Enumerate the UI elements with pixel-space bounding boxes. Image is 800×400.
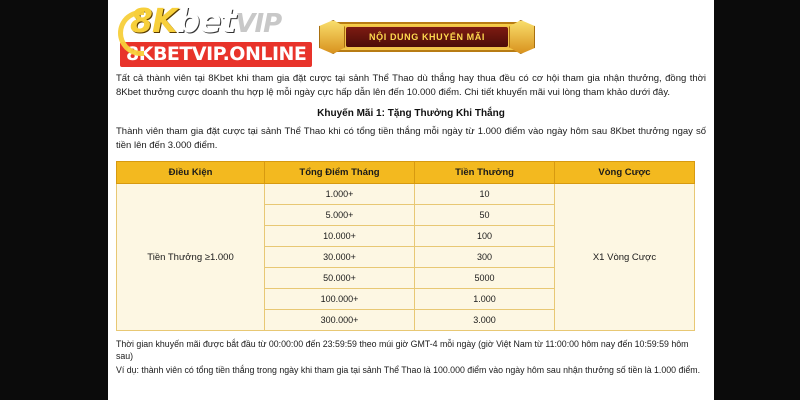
promo-banner: [327, 16, 527, 58]
banner-title: NỘI DUNG KHUYẾN MÃI: [369, 32, 485, 42]
logo-text-bet: bet: [176, 1, 236, 40]
banner-ornament-right-icon: [509, 20, 535, 54]
cell-bonus: 1.000: [415, 289, 555, 310]
site-logo[interactable]: [116, 1, 316, 66]
description-paragraph: Thành viên tham gia đặt cược tại sảnh Thể Thao khi có tổng tiền thắng mỗi ngày từ 1.000 điểm vào ngày hôm sau 8Kbet thưởng ngay số tiền lên đến 3.000 điểm.: [116, 126, 706, 151]
article-body: [116, 72, 706, 378]
cell-wager: X1 Vòng Cược: [555, 184, 695, 331]
table-header-points: Tổng Điểm Tháng: [265, 162, 415, 184]
cell-bonus: 10: [415, 184, 555, 205]
cell-points: 1.000+: [265, 184, 415, 205]
cell-bonus: 300: [415, 247, 555, 268]
footnote-time: Thời gian khuyến mãi được bắt đầu từ 00:00:00 đến 23:59:59 theo múi giờ GMT-4 mỗi ngày (giờ Việt Nam từ 11:00:00 hôm nay đến 10:59:59 hôm sau): [116, 339, 689, 361]
cell-condition: Tiền Thưởng ≥1.000: [117, 184, 265, 331]
logo-text-8k: 8K: [130, 1, 177, 40]
cell-points: 100.000+: [265, 289, 415, 310]
banner-ornament-left-icon: [319, 20, 345, 54]
cell-points: 300.000+: [265, 310, 415, 331]
cell-points: 50.000+: [265, 268, 415, 289]
left-rail: [0, 0, 108, 400]
logo-domain: 8KBETVIP.ONLINE: [120, 42, 312, 67]
footnotes: [116, 338, 706, 376]
table-row: [117, 184, 695, 205]
cell-bonus: 100: [415, 226, 555, 247]
cell-bonus: 5000: [415, 268, 555, 289]
logo-wordmark: [116, 1, 316, 41]
table-header-bonus: Tiền Thưởng: [415, 162, 555, 184]
cell-points: 10.000+: [265, 226, 415, 247]
cell-bonus: 3.000: [415, 310, 555, 331]
logo-text-vip: VIP: [235, 9, 282, 39]
page-content: [108, 0, 714, 400]
table-header-wager: Vòng Cược: [555, 162, 695, 184]
section-subheading: Khuyến Mãi 1: Tặng Thưởng Khi Thắng: [317, 108, 505, 119]
table-header-row: [117, 162, 695, 184]
footnote-example: Ví dụ: thành viên có tổng tiền thắng trong ngày khi tham gia tại sảnh Thể Thao là 100.000 điểm vào ngày hôm sau nhận thưởng số tiền là 1.000 điểm.: [116, 365, 701, 375]
table-header-condition: Điều Kiện: [117, 162, 265, 184]
promo-table: [116, 161, 695, 331]
cell-points: 5.000+: [265, 205, 415, 226]
right-rail: [714, 0, 800, 400]
cell-points: 30.000+: [265, 247, 415, 268]
cell-bonus: 50: [415, 205, 555, 226]
intro-paragraph: Tất cả thành viên tại 8Kbet khi tham gia đặt cược tại sảnh Thể Thao dù thắng hay thua đều có cơ hội tham gia nhận thưởng, đồng thời 8Kbet thưởng cược doanh thu hợp lệ mỗi ngày cực hấp dẫn lên đến 10.000 điểm. Chi tiết khuyến mãi vui lòng tham khảo dưới đây.: [116, 73, 706, 98]
banner-plate: [345, 26, 509, 48]
